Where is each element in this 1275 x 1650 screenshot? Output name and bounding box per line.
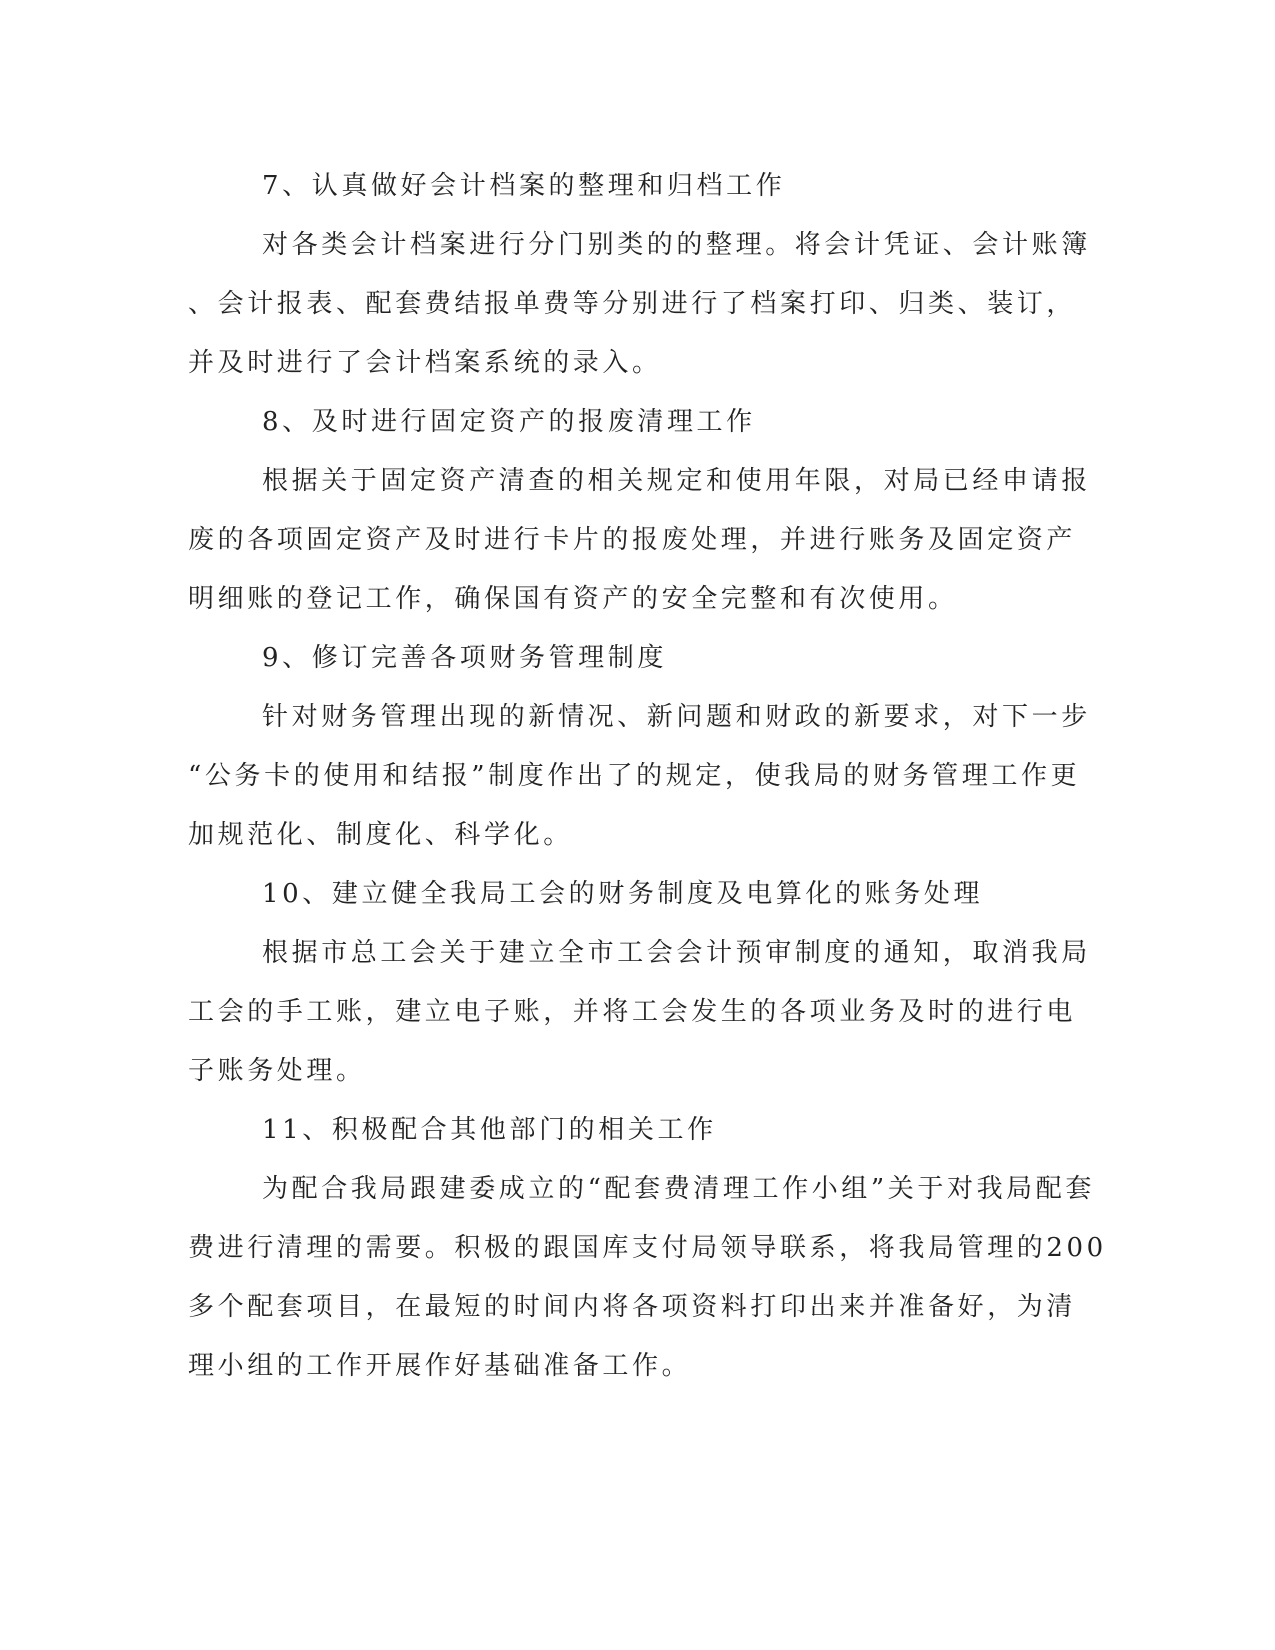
paragraph-line: 对各类会计档案进行分门别类的的整理。将会计凭证、会计账簿: [262, 230, 1091, 260]
paragraph-line: 根据市总工会关于建立全市工会会计预审制度的通知，取消我局: [262, 938, 1091, 968]
paragraph-line: “公务卡的使用和结报”制度作出了的规定，使我局的财务管理工作更: [188, 761, 1081, 791]
section-heading-9: 9、修订完善各项财务管理制度: [262, 643, 667, 673]
section-heading-10: 10、建立健全我局工会的财务制度及电算化的账务处理: [262, 879, 984, 909]
paragraph-line: 并及时进行了会计档案系统的录入。: [188, 348, 662, 378]
paragraph-line: 为配合我局跟建委成立的“配套费清理工作小组”关于对我局配套: [262, 1174, 1095, 1204]
paragraph-line: 明细账的登记工作，确保国有资产的安全完整和有次使用。: [188, 584, 958, 614]
paragraph-line: 废的各项固定资产及时进行卡片的报废处理，并进行账务及固定资产: [188, 525, 1077, 555]
paragraph-line: 针对财务管理出现的新情况、新问题和财政的新要求，对下一步: [262, 702, 1091, 732]
paragraph-line: 子账务处理。: [188, 1056, 366, 1086]
section-heading-11: 11、积极配合其他部门的相关工作: [262, 1115, 717, 1145]
paragraph-line: 根据关于固定资产清查的相关规定和使用年限，对局已经申请报: [262, 466, 1091, 496]
section-heading-7: 7、认真做好会计档案的整理和归档工作: [262, 171, 786, 201]
paragraph-line: 理小组的工作开展作好基础准备工作。: [188, 1351, 692, 1381]
paragraph-line: 费进行清理的需要。积极的跟国库支付局领导联系，将我局管理的200: [188, 1233, 1107, 1263]
paragraph-line: 工会的手工账，建立电子账，并将工会发生的各项业务及时的进行电: [188, 997, 1077, 1027]
paragraph-line: 、会计报表、配套费结报单费等分别进行了档案打印、归类、装订，: [188, 289, 1077, 319]
paragraph-line: 加规范化、制度化、科学化。: [188, 820, 573, 850]
section-heading-8: 8、及时进行固定资产的报废清理工作: [262, 407, 756, 437]
paragraph-line: 多个配套项目，在最短的时间内将各项资料打印出来并准备好，为清: [188, 1292, 1077, 1322]
